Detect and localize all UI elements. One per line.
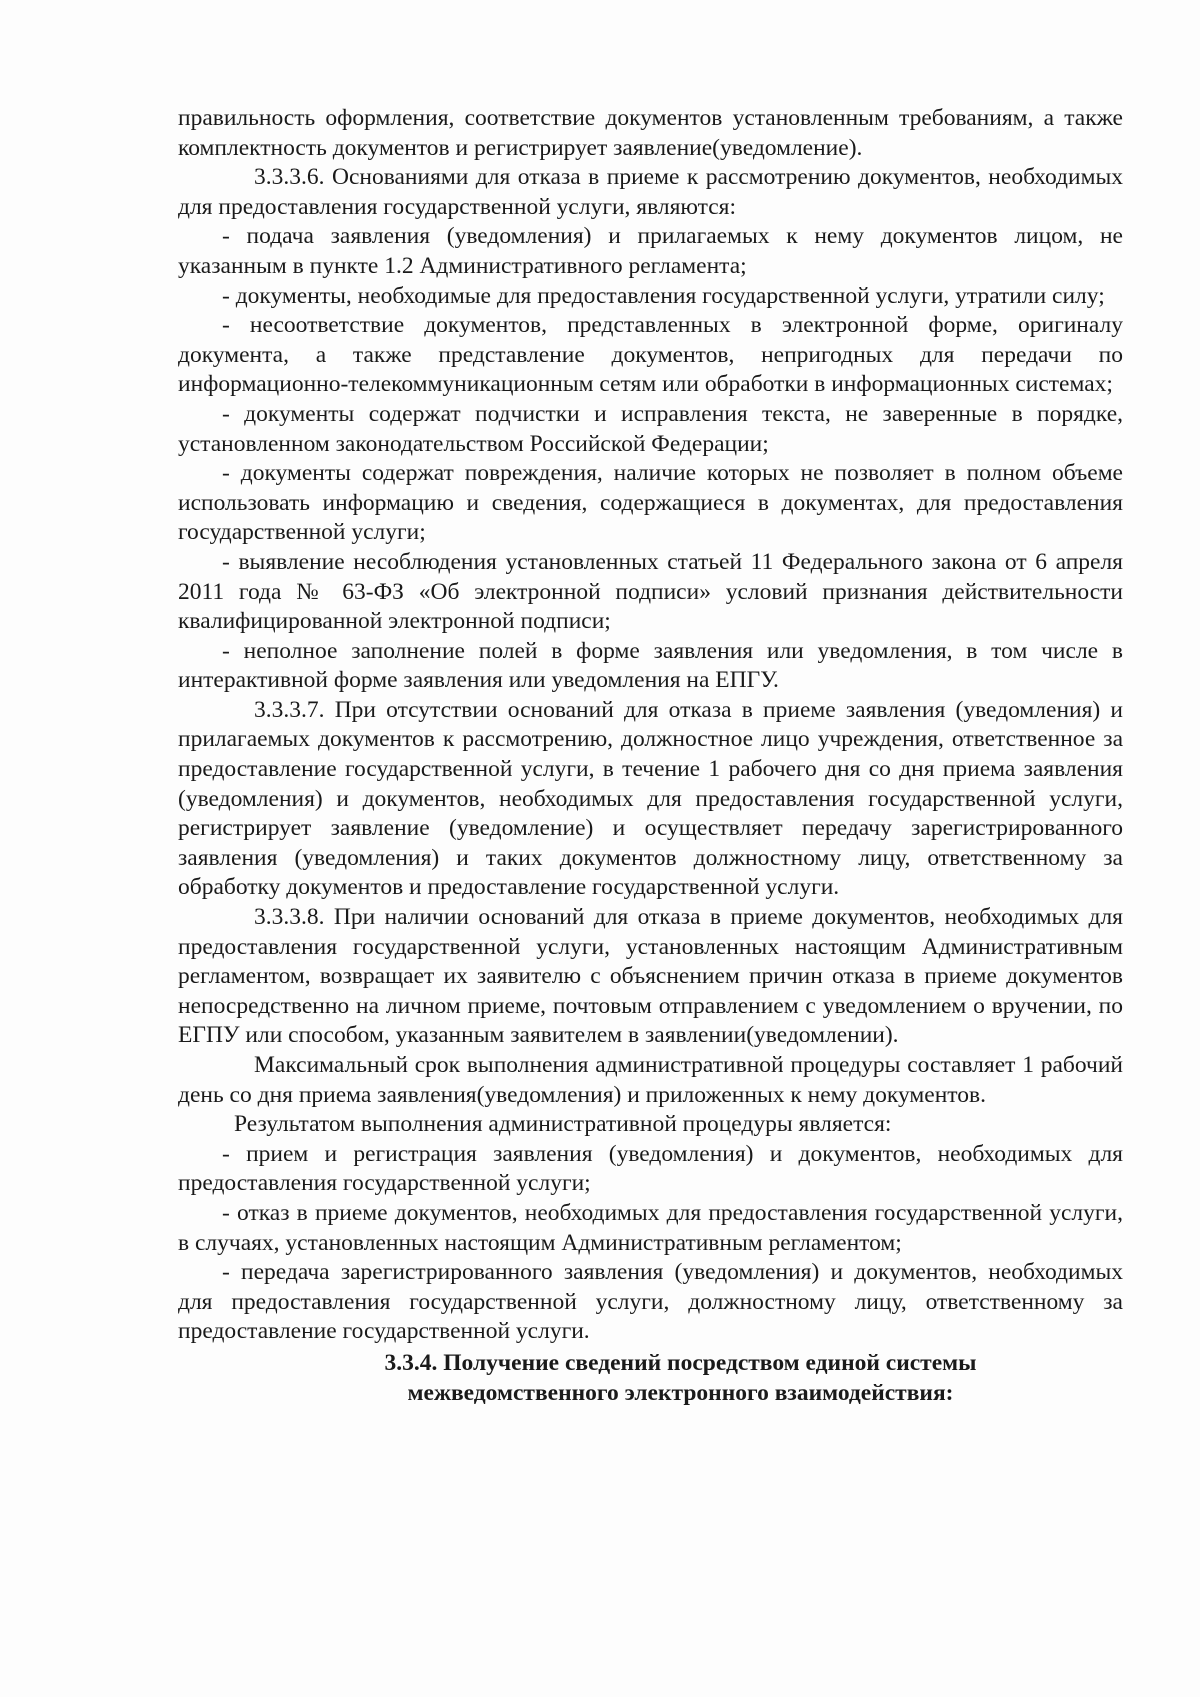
list-item: - неполное заполнение полей в форме заявления или уведомления, в том числе в интерактивной форме заявления или уведомления на ЕПГУ. (178, 637, 1123, 694)
section-heading (178, 1349, 1123, 1408)
section-heading-line1: 3.3.4. Получение сведений посредством единой системы (384, 1349, 977, 1376)
list-item: - прием и регистрация заявления (уведомления) и документов, необходимых для предоставления государственной услуги; (178, 1140, 1123, 1197)
list-item: - подача заявления (уведомления) и прилагаемых к нему документов лицом, не указанным в пункте 1.2 Административного регламента; (178, 223, 1123, 279)
paragraph: правильность оформления, соответствие документов установленным требованиям, а также комплектность документов и регистрирует заявление(уведомление). (178, 105, 1123, 161)
paragraph: Результатом выполнения административной процедуры является: (234, 1111, 892, 1138)
paragraph: 3.3.3.6. Основаниями для отказа в приеме к рассмотрению документов, необходимых для предоставления государственной услуги, являются: (178, 164, 1123, 220)
list-item: - документы содержат подчистки и исправления текста, не заверенные в порядке, установленном законодательством Российской Федерации; (178, 400, 1123, 457)
list-item: - выявление несоблюдения установленных статьей 11 Федерального закона от 6 апреля 2011 года № 63-ФЗ «Об электронной подписи» условий признания действительности квалифицированной электронной подписи; (178, 548, 1123, 635)
paragraph: 3.3.3.7. При отсутствии оснований для отказа в приеме заявления (уведомления) и прилагаемых документов к рассмотрению, должностное лицо учреждения, ответственное за предоставление государственной услуги, в течение 1 рабочего дня со дня приема заявления (уведомления) и документов, необходимых для предоставления государственной услуги, регистрирует заявление (уведомление) и осуществляет передачу зарегистрированного заявления (уведомления) и таких документов должностному лицу, ответственному за обработку документов и предоставление государственной услуги. (178, 696, 1123, 901)
list-item: - документы, необходимые для предоставления государственной услуги, утратили силу; (222, 282, 1105, 309)
list-item: - отказ в приеме документов, необходимых для предоставления государственной услуги, в случаях, установленных настоящим Административным регламентом; (178, 1199, 1123, 1256)
section-heading-line2: межведомственного электронного взаимодействия: (407, 1379, 954, 1406)
list-item: - несоответствие документов, представленных в электронной форме, оригиналу документа, а также представление документов, непригодных для передачи по информационно-телекоммуникационным сетям или обработки в информационных системах; (178, 312, 1123, 398)
list-item: - передача зарегистрированного заявления (уведомления) и документов, необходимых для предоставления государственной услуги, должностному лицу, ответственному за предоставление государственной услуги. (178, 1259, 1123, 1345)
paragraph: 3.3.3.8. При наличии оснований для отказа в приеме документов, необходимых для предоставления государственной услуги, установленных настоящим Административным регламентом, возвращает их заявителю с объяснением причин отказа в приеме документов непосредственно на личном приеме, почтовым отправлением с уведомлением о вручении, по ЕГПУ или способом, указанным заявителем в заявлении(уведомлении). (178, 904, 1123, 1049)
list-item: - документы содержат повреждения, наличие которых не позволяет в полном объеме использовать информацию и сведения, содержащиеся в документах, для предоставления государственной услуги; (178, 460, 1123, 546)
paragraph: Максимальный срок выполнения административной процедуры составляет 1 рабочий день со дня приема заявления(уведомления) и приложенных к нему документов. (178, 1052, 1123, 1108)
document-body (178, 104, 1123, 1408)
